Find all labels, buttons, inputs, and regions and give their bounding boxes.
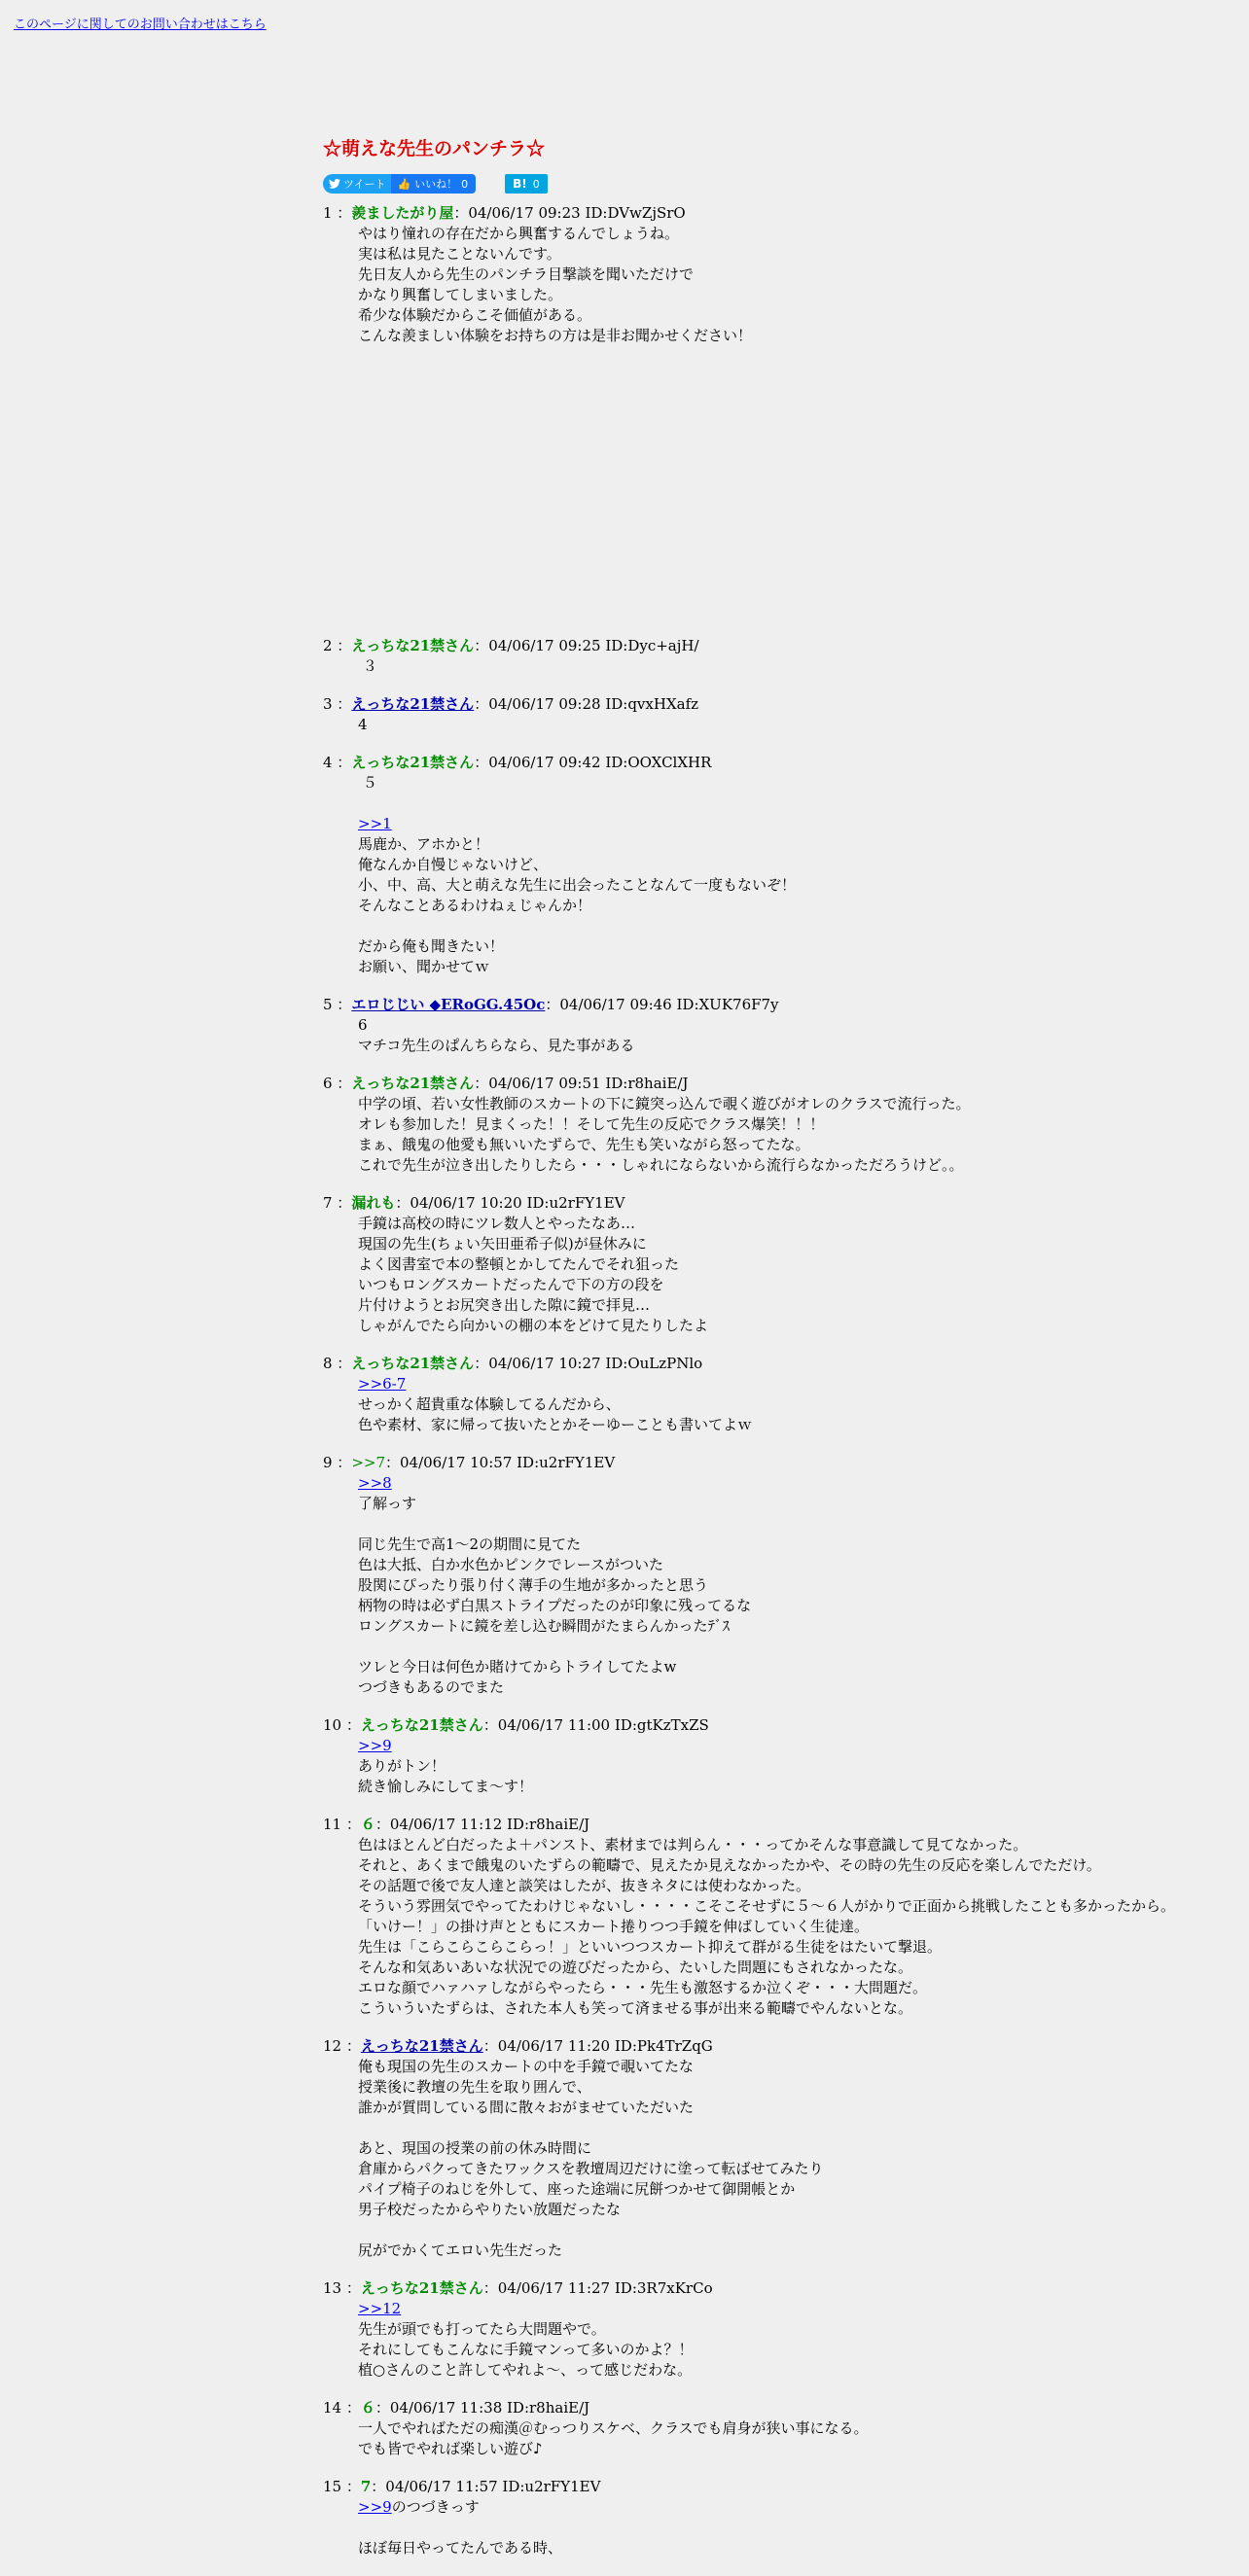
post-line: しゃがんでたら向かいの棚の本をどけて見たりしたよ [358, 1317, 709, 1334]
post-number: 12 ： [323, 2037, 361, 2055]
post-line: あと、現国の授業の前の休み時間に [358, 2139, 592, 2157]
thread-main [323, 134, 1237, 2576]
post-header [323, 1815, 1237, 1835]
post-line: 小、中、高、大と萌えな先生に出会ったことなんて一度もないぞ！ [358, 876, 797, 894]
hatena-bookmark-button[interactable] [505, 174, 548, 194]
post [323, 1193, 1237, 1336]
post-line: まぁ、餓鬼の他愛も無いいたずらで、先生も笑いながら怒ってたな。 [358, 1136, 810, 1153]
post-line: 色はほとんど白だったよ＋パンスト、素材までは判らん・・・ってかそんな事意識して見てなかった。 [358, 1836, 1028, 1853]
post-line: 股関にぴったり張り付く薄手の生地が多かったと思う [358, 1576, 709, 1594]
post [323, 636, 1237, 677]
post [323, 2278, 1237, 2381]
poster-name[interactable]: えっちな21禁さん [360, 2037, 483, 2055]
post [323, 1074, 1237, 1176]
post-line [358, 2518, 1237, 2538]
reply-anchor-link[interactable]: >>8 [358, 1474, 392, 1492]
post-line: いつもロングスカートだったんで下の方の段を [358, 1276, 664, 1293]
post-body [358, 1835, 1237, 2019]
post [323, 203, 1237, 346]
post-line: こんな羨ましい体験をお持ちの方は是非お聞かせください！ [358, 327, 753, 344]
post-header [323, 1453, 1237, 1473]
post-number: 14 ： [323, 2399, 361, 2417]
post-header [323, 1074, 1237, 1094]
twitter-bird-icon [329, 179, 340, 189]
post-line [358, 916, 1237, 936]
post-line: でも皆でやれば楽しい遊び♪ [358, 2440, 543, 2457]
hatena-count: 0 [532, 177, 540, 191]
post-line: 一人でやればただの痴漢＠むっつりスケベ、クラスでも肩身が狭い事になる。 [358, 2419, 869, 2437]
post-line: これで先生が泣き出したりしたら・・・しゃれにならないから流行らなかっただろうけど。。 [358, 1156, 964, 1174]
post [323, 2036, 1237, 2261]
post-line: だから俺も聞きたい！ [358, 937, 505, 955]
post-number: 10 ： [323, 1716, 361, 1734]
post-line: ロングスカートに鏡を差し込む瞬間がたまらんかったﾃﾞｽ [358, 1617, 731, 1635]
post-number: 6 ： [323, 1075, 352, 1092]
post [323, 2477, 1237, 2558]
post-line: マチコ先生のぱんちらなら、見た事がある [358, 1037, 635, 1054]
post-line: 片付けようとお尻突き出した隙に鏡で拝見… [358, 1296, 651, 1314]
post [323, 1715, 1237, 1797]
post-meta: ：04/06/17 10:27 ID:OuLzPNlo [474, 1355, 703, 1372]
post-line: >>9のつづきっす [358, 2498, 480, 2516]
post-line: 色は大抵、白か水色かピンクでレースがついた [358, 1556, 663, 1573]
post-line: 手鏡は高校の時にツレ数人とやったなあ… [358, 1215, 636, 1232]
post [323, 995, 1237, 1056]
post-line: 同じ先生で高1～2の期間に見てた [358, 1535, 582, 1553]
post-body [358, 2299, 1237, 2381]
post-body [358, 1736, 1237, 1797]
post-line: 俺も現国の先生のスカートの中を手鏡で覗いてたな [358, 2058, 695, 2075]
post-line: 馬鹿か、アホかと！ [358, 835, 490, 853]
post-line [358, 1637, 1237, 1657]
post-header [323, 753, 1237, 773]
post-line: そんなことあるわけねぇじゃんか！ [358, 897, 592, 914]
post-line: 希少な体験だからこそ価値がある。 [358, 306, 592, 324]
post-line: 誰かが質問している間に散々おがませていただいた [358, 2099, 695, 2116]
hatena-logo-icon: B! [513, 177, 527, 191]
post-line: エロな顔でハァハァしながらやったら・・・先生も激怒するか泣くぞ・・・大問題だ。 [358, 1979, 928, 1996]
post-line: オレも参加した！見まくった！！そして先生の反応でクラス爆笑！！！ [358, 1115, 825, 1133]
poster-name[interactable]: エロじじい ◆ERoGG.45Oc [351, 996, 546, 1013]
post-header [323, 2036, 1237, 2057]
post-line: 現国の先生(ちょい矢田亜希子似)が昼休みに [358, 1235, 647, 1253]
tweet-label: ツイート [343, 178, 386, 191]
post-line: 先生は「こらこらこらこらっ！」といいつつスカート抑えて群がる生徒をはたいて撃退。 [358, 1938, 943, 1956]
post-meta: ：04/06/17 09:23 ID:DVwZjSrO [453, 204, 686, 222]
post-line [358, 2118, 1237, 2138]
reply-anchor-link[interactable]: >>12 [358, 2300, 402, 2317]
post-header [323, 1354, 1237, 1374]
post [323, 694, 1237, 735]
post-line: ５ [358, 774, 377, 792]
share-bar [323, 174, 1237, 194]
post-body [358, 2418, 1237, 2459]
post-line: 中学の頃、若い女性教師のスカートの下に鏡突っ込んで覗く遊びがオレのクラスで流行った。 [358, 1095, 971, 1112]
post-line [358, 1473, 1237, 1494]
reply-anchor-link[interactable]: >>6-7 [358, 1375, 407, 1393]
post-line [358, 2220, 1237, 2241]
post-line: せっかく超貴重な体験してるんだから、 [358, 1395, 621, 1413]
post-line: 了解っす [358, 1495, 417, 1512]
post-number: 7 ： [323, 1194, 352, 1212]
post-header [323, 2398, 1237, 2418]
poster-name: ６ [360, 1816, 375, 1833]
post-line [358, 1736, 1237, 1756]
post-line: 色や素材、家に帰って抜いたとかそーゆーことも書いてよｗ [358, 1416, 753, 1433]
post-header [323, 203, 1237, 224]
poster-name: ６ [360, 2399, 375, 2417]
poster-name: 7 [360, 2478, 372, 2495]
post-number: 3 ： [323, 695, 352, 713]
post-meta: ：04/06/17 09:25 ID:Dyc+ajH/ [474, 637, 699, 654]
post-list [323, 203, 1237, 2558]
post-number: 4 ： [323, 754, 352, 771]
post-line: それにしてもこんなに手鏡マンって多いのかよ？！ [358, 2341, 694, 2358]
poster-name: えっちな21禁さん [351, 1075, 475, 1092]
post-line: 6 [358, 1016, 368, 1034]
post-number: 1 ： [323, 204, 352, 222]
post [323, 1815, 1237, 2019]
post-number: 15 ： [323, 2478, 361, 2495]
post-meta: ：04/06/17 11:20 ID:Pk4TrZqG [482, 2037, 713, 2055]
post [323, 753, 1237, 977]
post-number: 9 ： [323, 1454, 352, 1471]
post-body [358, 1015, 1237, 1056]
post-line: そういう雰囲気でやってたわけじゃないし・・・・こそこそせずに５～６人がかりで正面から挑戦したことも多かったから。 [358, 1897, 1176, 1915]
post-line: 授業後に教壇の先生を取り囲んで、 [358, 2078, 591, 2096]
poster-name: えっちな21禁さん [351, 637, 475, 654]
post-line: つづきもあるのでまた [358, 1678, 505, 1696]
post-line: 4 [358, 716, 368, 733]
contact-link[interactable]: このページに関してのお問い合わせはこちら [14, 18, 267, 32]
post-header [323, 2477, 1237, 2497]
post-line: 尻がでかくてエロい先生だった [358, 2241, 563, 2259]
post-meta: ：04/06/17 11:38 ID:r8haiE/J [375, 2399, 590, 2417]
poster-name: えっちな21禁さん [351, 754, 475, 771]
post-body [358, 2497, 1237, 2558]
post-line: やはり憧れの存在だから興奮するんでしょうね。 [358, 225, 680, 242]
post-line: 柄物の時は必ず白黒ストライプだったのが印象に残ってるな [358, 1597, 752, 1614]
post-line: 先生が頭でも打ってたら大問題やで。 [358, 2320, 606, 2338]
post-line [358, 1514, 1237, 1535]
poster-name: 羨ましたがり屋 [351, 204, 454, 222]
post-header [323, 1715, 1237, 1736]
poster-name: >>7 [351, 1454, 385, 1471]
post-line: ほぼ毎日やってたんである時、 [358, 2539, 563, 2557]
post-meta: ：04/06/17 11:57 ID:u2rFY1EV [371, 2478, 601, 2495]
ad-space [323, 364, 1237, 636]
post-header [323, 995, 1237, 1015]
post-meta: ：04/06/17 11:27 ID:3R7xKrCo [482, 2279, 713, 2297]
post-line: 続き愉しみにしてま～す！ [358, 1778, 534, 1795]
poster-name: えっちな21禁さん [360, 2279, 483, 2297]
post-body [358, 2057, 1237, 2261]
poster-name[interactable]: えっちな21禁さん [351, 695, 475, 713]
post-meta: ：04/06/17 09:28 ID:qvxHXafz [474, 695, 699, 713]
post-number: 2 ： [323, 637, 352, 654]
post-number: 11 ： [323, 1816, 361, 1833]
post-line: ３ [358, 657, 377, 675]
post-meta: ：04/06/17 09:46 ID:XUK76F7y [545, 996, 779, 1013]
post-line [358, 814, 1237, 834]
post-body [358, 1214, 1237, 1336]
like-count: 0 [461, 177, 469, 191]
post-header [323, 636, 1237, 656]
post-line: 倉庫からパクってきたワックスを教壇周辺だけに塗って転ばせてみたり [358, 2160, 824, 2177]
post-number: 8 ： [323, 1355, 352, 1372]
post [323, 2398, 1237, 2459]
post-line: よく図書室で本の整頓とかしてたんでそれ狙った [358, 1255, 680, 1273]
post-line: 男子校だったからやりたい放題だったな [358, 2201, 622, 2218]
post-meta: ：04/06/17 11:12 ID:r8haiE/J [375, 1816, 590, 1833]
post-line: 先日友人から先生のパンチラ目撃談を聞いただけで [358, 265, 695, 283]
post-body [358, 773, 1237, 977]
post-line: ありがトン！ [358, 1757, 446, 1775]
post-line: こういういたずらは、された本人も笑って済ませる事が出来る範疇でやんないとな。 [358, 1999, 913, 2017]
post-line: そんな和気あいあいな状況での遊びだったから、たいした問題にもされなかったな。 [358, 1958, 913, 1976]
post-line [358, 794, 1237, 814]
post-meta: ：04/06/17 11:00 ID:gtKzTxZS [482, 1716, 709, 1734]
post-line: 植○さんのこと許してやれよ～、って感じだわな。 [358, 2361, 693, 2379]
post [323, 1354, 1237, 1435]
post-meta: ：04/06/17 09:42 ID:OOXClXHR [474, 754, 712, 771]
post-body [358, 656, 1237, 677]
post-line: 実は私は見たことないんです。 [358, 245, 561, 263]
reply-anchor-link[interactable]: >>9 [358, 2498, 392, 2516]
reply-anchor-link[interactable]: >>9 [358, 1737, 392, 1754]
tweet-button[interactable] [323, 174, 391, 194]
post-body [358, 224, 1237, 346]
post-number: 13 ： [323, 2279, 361, 2297]
post-line: ツレと今日は何色か賭けてからトライしてたよw [358, 1658, 677, 1676]
post-body [358, 1473, 1237, 1698]
post-line: 「いけー！」の掛け声とともにスカート捲りつつ手鏡を伸ばしていく生徒達。 [358, 1918, 870, 1935]
thread-title: ☆萌えな先生のパンチラ☆ [323, 138, 546, 159]
post-line [358, 2299, 1237, 2319]
post [323, 1453, 1237, 1698]
like-label: いいね！ [414, 178, 458, 191]
post-body [358, 1094, 1237, 1176]
post-body [358, 715, 1237, 735]
poster-name: 漏れも [351, 1194, 396, 1212]
post-meta: ：04/06/17 10:57 ID:u2rFY1EV [385, 1454, 616, 1471]
post-header [323, 2278, 1237, 2299]
post-meta: ：04/06/17 10:20 ID:u2rFY1EV [395, 1194, 625, 1212]
post-number: 5 ： [323, 996, 352, 1013]
post-header [323, 694, 1237, 715]
post-line: それと、あくまで餓鬼のいたずらの範疇で、見えたか見えなかったかや、その時の先生の反応を楽しんでただけ。 [358, 1856, 1101, 1874]
thumbs-up-icon: 👍 [397, 177, 411, 191]
post-line: その話題で後で友人達と談笑はしたが、抜きネタには使わなかった。 [358, 1877, 811, 1894]
post-meta: ：04/06/17 09:51 ID:r8haiE/J [474, 1075, 689, 1092]
reply-anchor-link[interactable]: >>1 [358, 815, 392, 832]
post-line: パイプ椅子のねじを外して、座った途端に尻餅つかせて御開帳とか [358, 2180, 796, 2198]
post-line: お願い、聞かせてｗ [358, 958, 490, 975]
post-line: かなり興奮してしまいました。 [358, 286, 563, 303]
post-body [358, 1374, 1237, 1435]
poster-name: えっちな21禁さん [360, 1716, 483, 1734]
like-button[interactable] [391, 174, 476, 194]
post-line: 俺なんか自慢じゃないけど、 [358, 856, 549, 873]
post-line [358, 1374, 1237, 1394]
poster-name: えっちな21禁さん [351, 1355, 475, 1372]
post-header [323, 1193, 1237, 1214]
